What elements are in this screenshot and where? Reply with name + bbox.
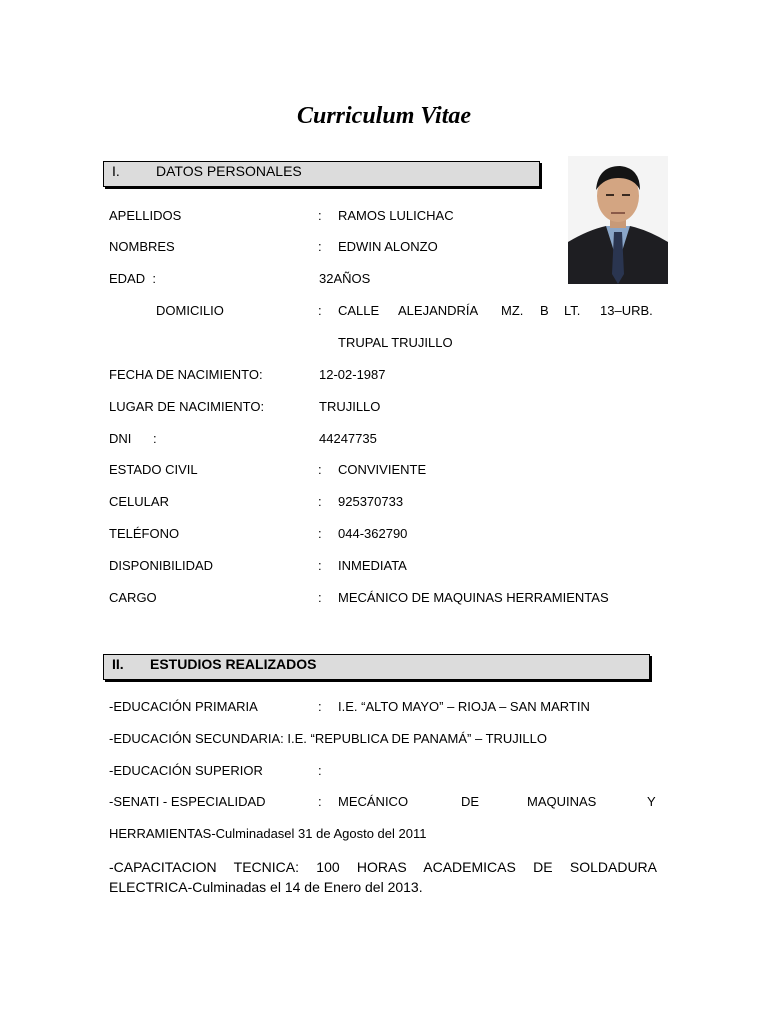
field-colon: :: [318, 494, 322, 509]
specialty-word: MAQUINAS: [527, 794, 597, 809]
field-value: RAMOS LULICHAC: [338, 208, 454, 223]
field-lugar-nacimiento: [0, 399, 768, 417]
field-colon: :: [318, 590, 322, 605]
field-value: 12-02-1987: [319, 367, 386, 382]
field-value: INMEDIATA: [338, 558, 407, 573]
field-colon: :: [318, 239, 322, 254]
field-domicilio-line2: [0, 335, 768, 353]
section-header-datos-personales: [103, 161, 540, 187]
field-value: EDWIN ALONZO: [338, 239, 438, 254]
study-colon: :: [318, 794, 322, 809]
section-title: ESTUDIOS REALIZADOS: [150, 656, 317, 672]
specialty-word: Y: [647, 794, 656, 809]
field-label: DISPONIBILIDAD: [109, 558, 214, 573]
section-title: DATOS PERSONALES: [156, 163, 302, 179]
field-label: TELÉFONO: [109, 526, 180, 541]
field-colon: :: [318, 208, 322, 223]
address-word: MZ.: [501, 303, 524, 318]
field-label: CELULAR: [109, 494, 169, 509]
section-header-estudios-realizados: [103, 654, 650, 680]
study-senati: [0, 794, 768, 812]
field-colon: :: [318, 558, 322, 573]
document-title: Curriculum Vitae: [296, 103, 472, 129]
study-primaria: [0, 699, 768, 717]
field-colon: :: [318, 462, 322, 477]
study-colon: :: [318, 763, 322, 778]
study-value: HERRAMIENTAS-Culminadasel 31 de Agosto del 2011: [109, 826, 427, 841]
field-domicilio: [0, 303, 768, 321]
field-value: 44247735: [319, 431, 377, 446]
field-label: DNI :: [109, 431, 157, 446]
specialty-word: MECÁNICO: [338, 794, 409, 809]
field-label: NOMBRES: [109, 239, 175, 254]
field-value: TRUPAL TRUJILLO: [338, 335, 453, 350]
study-label: -EDUCACIÓN PRIMARIA: [109, 699, 258, 714]
field-colon: :: [318, 303, 322, 318]
field-label: EDAD :: [109, 271, 156, 286]
field-edad: [0, 271, 768, 289]
study-capacitacion: -CAPACITACION TECNICA: 100 HORAS ACADEMICAS DE SOLDADURA ELECTRICA-Culminadas el 14 de Enero del 2013.: [109, 859, 657, 895]
field-label: ESTADO CIVIL: [109, 462, 198, 477]
field-value: 925370733: [338, 494, 404, 509]
field-celular: [0, 494, 768, 512]
field-cargo: [0, 590, 768, 608]
study-senati-line2: [0, 826, 768, 844]
study-colon: :: [318, 699, 322, 714]
field-telefono: [0, 526, 768, 544]
study-secundaria: [0, 731, 768, 749]
address-word: ALEJANDRÍA: [398, 303, 479, 318]
address-word: 13–URB.: [600, 303, 653, 318]
field-value: MECÁNICO DE MAQUINAS HERRAMIENTAS: [338, 590, 609, 605]
field-label: CARGO: [109, 590, 157, 605]
field-fecha-nacimiento: [0, 367, 768, 385]
field-apellidos: [0, 208, 768, 226]
field-label: DOMICILIO: [156, 303, 224, 318]
specialty-word: DE: [461, 794, 480, 809]
field-estado-civil: [0, 462, 768, 480]
study-text: -EDUCACIÓN SECUNDARIA: I.E. “REPUBLICA DE PANAMÁ” – TRUJILLO: [109, 731, 547, 746]
study-label: -SENATI - ESPECIALIDAD: [109, 794, 266, 809]
field-dni: [0, 431, 768, 449]
field-value: TRUJILLO: [319, 399, 381, 414]
field-value: 044-362790: [338, 526, 408, 541]
field-value: 32AÑOS: [319, 271, 371, 286]
field-label: FECHA DE NACIMIENTO:: [109, 367, 263, 382]
field-disponibilidad: [0, 558, 768, 576]
field-label: LUGAR DE NACIMIENTO:: [109, 399, 265, 414]
section-number: I.: [112, 163, 120, 179]
address-word: CALLE: [338, 303, 380, 318]
address-word: B: [540, 303, 549, 318]
study-value: I.E. “ALTO MAYO” – RIOJA – SAN MARTIN: [338, 699, 590, 714]
field-value: CONVIVIENTE: [338, 462, 427, 477]
field-colon: :: [318, 526, 322, 541]
field-label: APELLIDOS: [109, 208, 182, 223]
field-nombres: [0, 239, 768, 257]
study-superior: [0, 763, 768, 781]
section-number: II.: [112, 656, 124, 672]
address-word: LT.: [564, 303, 581, 318]
study-label: -EDUCACIÓN SUPERIOR: [109, 763, 263, 778]
